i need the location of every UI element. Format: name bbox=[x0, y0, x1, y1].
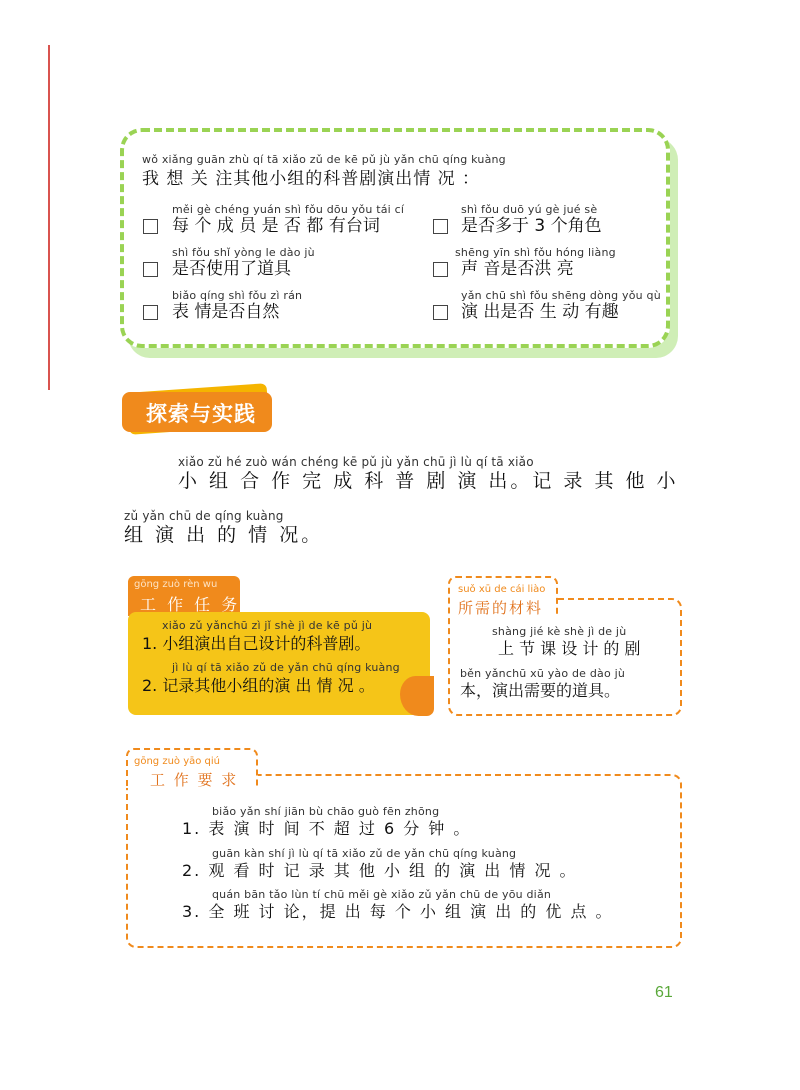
checkbox[interactable] bbox=[143, 219, 158, 234]
focus-item-pinyin: yǎn chū shì fǒu shēng dòng yǒu qù bbox=[461, 289, 661, 302]
checkbox[interactable] bbox=[143, 262, 158, 277]
focus-item-pinyin: shēng yīn shì fǒu hóng liàng bbox=[455, 246, 616, 259]
intro-line2-pinyin: zǔ yǎn chū de qíng kuàng bbox=[124, 509, 284, 523]
task-item: 1. 小组演出自己设计的科普剧。 bbox=[142, 634, 371, 653]
requirements-tab-title: 工 作 要 求 bbox=[150, 771, 239, 789]
requirements-tab-pinyin: gōng zuò yāo qiú bbox=[134, 756, 221, 767]
focus-item-label: 演 出是否 生 动 有趣 bbox=[461, 302, 619, 322]
margin-line bbox=[48, 45, 50, 390]
intro-line1: 小 组 合 作 完 成 科 普 剧 演 出。记 录 其 他 小 bbox=[178, 470, 679, 492]
materials-tab-pinyin: suǒ xū de cái liào bbox=[458, 584, 546, 595]
focus-item-pinyin: měi gè chéng yuán shì fǒu dōu yǒu tái cí bbox=[172, 203, 405, 216]
checkbox[interactable] bbox=[433, 305, 448, 320]
section-title: 探索与实践 bbox=[146, 402, 256, 426]
checkbox[interactable] bbox=[433, 219, 448, 234]
focus-item-label: 每 个 成 员 是 否 都 有台词 bbox=[172, 216, 380, 236]
focus-item-pinyin: shì fǒu duō yú gè jué sè bbox=[461, 203, 598, 216]
focus-title: 我 想 关 注其他小组的科普剧演出情 况 ： bbox=[142, 169, 481, 189]
task-item-pinyin: xiǎo zǔ yǎnchū zì jǐ shè jì de kē pǔ jù bbox=[162, 619, 373, 632]
requirement-item: 1. 表 演 时 间 不 超 过 6 分 钟 。 bbox=[182, 819, 472, 838]
requirement-item: 3. 全 班 讨 论，提 出 每 个 小 组 演 出 的 优 点 。 bbox=[182, 902, 614, 921]
task-item-pinyin: jì lù qí tā xiǎo zǔ de yǎn chū qíng kuàng bbox=[172, 661, 400, 674]
materials-tab-title: 所需的材料 bbox=[458, 599, 544, 617]
intro-line1-pinyin: xiǎo zǔ hé zuò wán chéng kē pǔ jù yǎn chū jì lù qí tā xiǎo bbox=[178, 455, 534, 469]
task-tab-pinyin: gōng zuò rèn wu bbox=[134, 579, 218, 590]
task-tab-title: 工 作 任 务 bbox=[140, 595, 241, 614]
requirement-item: 2. 观 看 时 记 录 其 他 小 组 的 演 出 情 况 。 bbox=[182, 861, 578, 880]
requirement-pinyin: guān kàn shí jì lù qí tā xiǎo zǔ de yǎn chū qíng kuàng bbox=[212, 847, 517, 860]
checkbox[interactable] bbox=[433, 262, 448, 277]
requirement-pinyin: quán bān tǎo lùn tí chū měi gè xiǎo zǔ yǎn chū de yōu diǎn bbox=[212, 888, 552, 901]
materials-line1: 上 节 课 设 计 的 剧 bbox=[498, 639, 641, 658]
focus-item-label: 是否多于 3 个角色 bbox=[461, 216, 602, 236]
materials-line2-pinyin: běn yǎnchū xū yào de dào jù bbox=[460, 667, 626, 680]
focus-item-pinyin: biǎo qíng shì fǒu zì rán bbox=[172, 289, 303, 302]
materials-line2: 本，演出需要的道具。 bbox=[460, 681, 621, 700]
focus-item-pinyin: shì fǒu shǐ yòng le dào jù bbox=[172, 246, 315, 259]
materials-line1-pinyin: shàng jié kè shè jì de jù bbox=[492, 625, 627, 638]
focus-item-label: 声 音是否洪 亮 bbox=[461, 259, 574, 279]
focus-item-label: 是否使用了道具 bbox=[172, 259, 291, 279]
intro-line2: 组 演 出 的 情 况。 bbox=[124, 524, 324, 546]
focus-title-pinyin: wǒ xiǎng guān zhù qí tā xiǎo zǔ de kē pǔ jù yǎn chū qíng kuàng bbox=[142, 153, 506, 166]
focus-item-label: 表 情是否自然 bbox=[172, 302, 280, 322]
checkbox[interactable] bbox=[143, 305, 158, 320]
page-number: 61 bbox=[655, 984, 673, 1001]
task-box-accent bbox=[400, 676, 434, 716]
task-item: 2. 记录其他小组的演 出 情 况 。 bbox=[142, 676, 375, 695]
requirement-pinyin: biǎo yǎn shí jiān bù chāo guò fēn zhōng bbox=[212, 805, 440, 818]
